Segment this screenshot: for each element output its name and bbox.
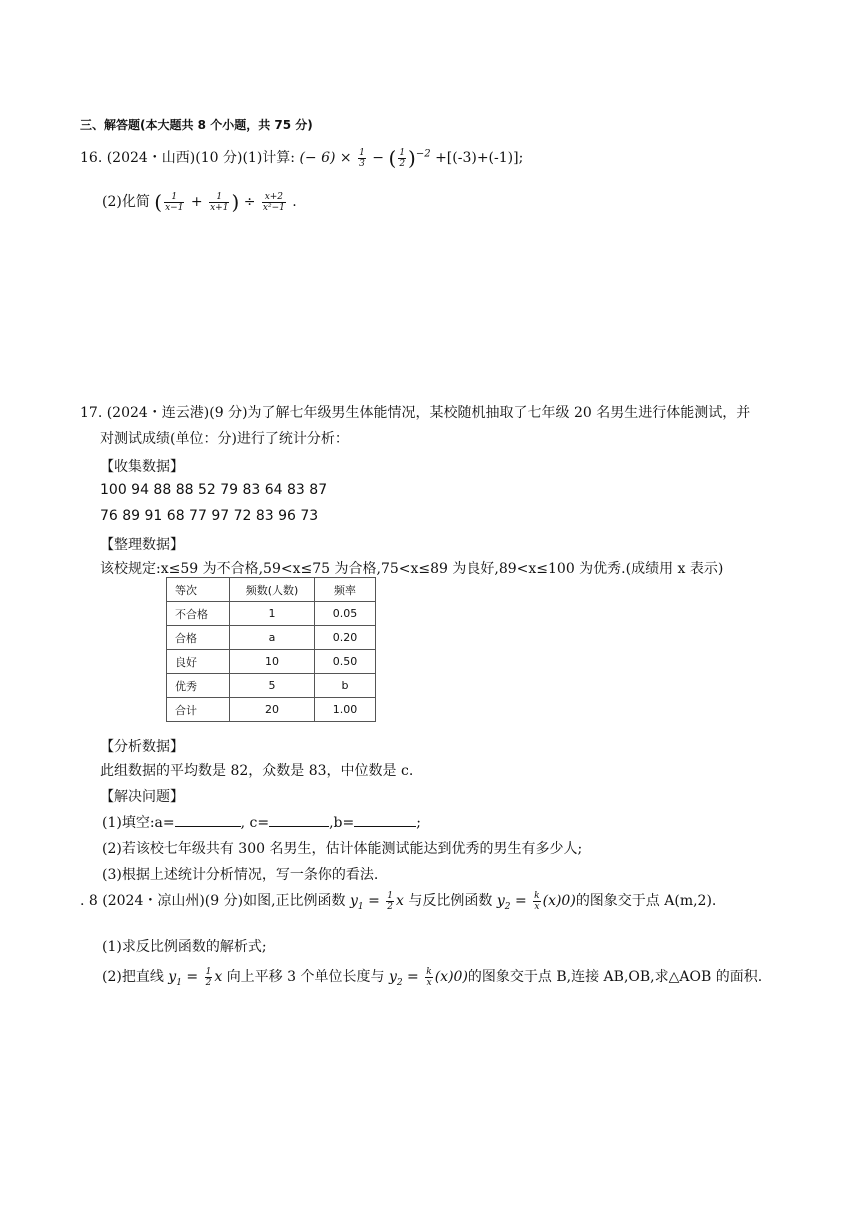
q18-part2-prefix: (2)把直线 bbox=[102, 969, 164, 985]
q16-expression: (− 6) × $\frac{1}{3}$ − ( $\frac{1}{2}$ )$^{-2}$ bbox=[299, 146, 431, 170]
q18-tail: 的图象交于点 A(m,2). bbox=[575, 893, 717, 909]
blank-b[interactable] bbox=[354, 814, 416, 827]
fill-end: ; bbox=[416, 815, 421, 831]
table-cell: 1.00 bbox=[315, 698, 376, 722]
table-cell: 0.50 bbox=[315, 650, 376, 674]
y1-formula: $y_1$ = $\frac{1}{2}$ x bbox=[350, 890, 404, 912]
table-cell: 良好 bbox=[167, 650, 230, 674]
grading-rule: 该校规定:x≤59 为不合格,59<x≤75 为合格,75<x≤89 为良好,89<x≤100 为优秀.(成绩用 x 表示) bbox=[100, 561, 724, 577]
collect-data-title: 【收集数据】 bbox=[100, 459, 184, 475]
data-row-1: 100 94 88 88 52 79 83 64 83 87 bbox=[100, 482, 328, 498]
y1-formula-2: $y_1$ = $\frac{1}{2}$ x bbox=[168, 966, 223, 988]
table-header: 频率 bbox=[315, 578, 376, 602]
table-header: 频数(人数) bbox=[230, 578, 315, 602]
table-cell: 0.05 bbox=[315, 602, 376, 626]
y2-formula-2: $y_2$ = $\frac{k}{x}$ (x)0) bbox=[388, 966, 468, 988]
section-title: 三、解答题(本大题共 8 个小题，共 75 分) bbox=[80, 118, 313, 132]
table-header: 等次 bbox=[167, 578, 230, 602]
q18-prefix: . 8 (2024・凉山州)(9 分)如图,正比例函数 bbox=[80, 893, 346, 909]
table-cell: 5 bbox=[230, 674, 315, 698]
q18-mid: 与反比例函数 bbox=[408, 893, 493, 909]
q16-expression-tail: +[(-3)+(-1)]; bbox=[435, 150, 524, 166]
q18-part2-tail: 的图象交于点 B,连接 AB,OB,求△AOB 的面积. bbox=[467, 969, 763, 985]
table-row bbox=[167, 674, 376, 698]
analyze-data-title: 【分析数据】 bbox=[100, 739, 184, 755]
q16-line2 bbox=[102, 190, 297, 214]
q16-simplify-tail: . bbox=[292, 194, 297, 210]
fill-c-label: , c= bbox=[240, 815, 270, 831]
q16-line1 bbox=[80, 146, 523, 170]
q17-line1: 17. (2024・连云港)(9 分)为了解七年级男生体能情况，某校随机抽取了七年级 20 名男生进行体能测试，并 bbox=[80, 405, 751, 421]
solve-problem-title: 【解决问题】 bbox=[100, 789, 184, 805]
q18-part1: (1)求反比例函数的解析式; bbox=[102, 939, 267, 955]
q16-simplify-prefix: (2)化简 bbox=[102, 194, 150, 210]
data-row-2: 76 89 91 68 77 97 72 83 96 73 bbox=[100, 508, 319, 524]
table-cell: 10 bbox=[230, 650, 315, 674]
fill-a-label: (1)填空:a= bbox=[102, 815, 175, 831]
organize-data-title: 【整理数据】 bbox=[100, 537, 184, 553]
q16-prefix: 16. (2024・山西)(10 分)(1)计算: bbox=[80, 150, 296, 166]
table-cell: 1 bbox=[230, 602, 315, 626]
q17-line2: 对测试成绩(单位：分)进行了统计分析： bbox=[100, 431, 349, 447]
q18-line2 bbox=[102, 966, 762, 988]
blank-c[interactable] bbox=[269, 814, 329, 827]
table-header-row bbox=[167, 578, 376, 602]
table-cell: 合计 bbox=[167, 698, 230, 722]
table-cell: 0.20 bbox=[315, 626, 376, 650]
q18-line1 bbox=[80, 890, 716, 912]
table-cell: 不合格 bbox=[167, 602, 230, 626]
fill-b-label: ,b= bbox=[329, 815, 355, 831]
table-row bbox=[167, 626, 376, 650]
table-cell: 合格 bbox=[167, 626, 230, 650]
q17-part3: (3)根据上述统计分析情况，写一条你的看法. bbox=[102, 867, 379, 883]
q18-part2-mid: 向上平移 3 个单位长度与 bbox=[226, 969, 385, 985]
analyze-data-text: 此组数据的平均数是 82，众数是 83，中位数是 c. bbox=[100, 763, 414, 779]
y2-formula: $y_2$ = $\frac{k}{x}$ (x)0) bbox=[496, 890, 576, 912]
table-cell: a bbox=[230, 626, 315, 650]
table-cell: 20 bbox=[230, 698, 315, 722]
blank-a[interactable] bbox=[175, 814, 241, 827]
fill-blank-line bbox=[102, 812, 421, 832]
q16-simplify-expression: ( $\frac{1}{x-1}$ + $\frac{1}{x+1}$ ) ÷ $\frac{x+2}{\text{x²−1}}$ bbox=[154, 190, 285, 214]
table-cell: b bbox=[315, 674, 376, 698]
frequency-table bbox=[166, 577, 376, 722]
table-row bbox=[167, 698, 376, 722]
table-row bbox=[167, 650, 376, 674]
table-cell: 优秀 bbox=[167, 674, 230, 698]
table-row bbox=[167, 602, 376, 626]
q17-part2: (2)若该校七年级共有 300 名男生，估计体能测试能达到优秀的男生有多少人; bbox=[102, 841, 583, 857]
